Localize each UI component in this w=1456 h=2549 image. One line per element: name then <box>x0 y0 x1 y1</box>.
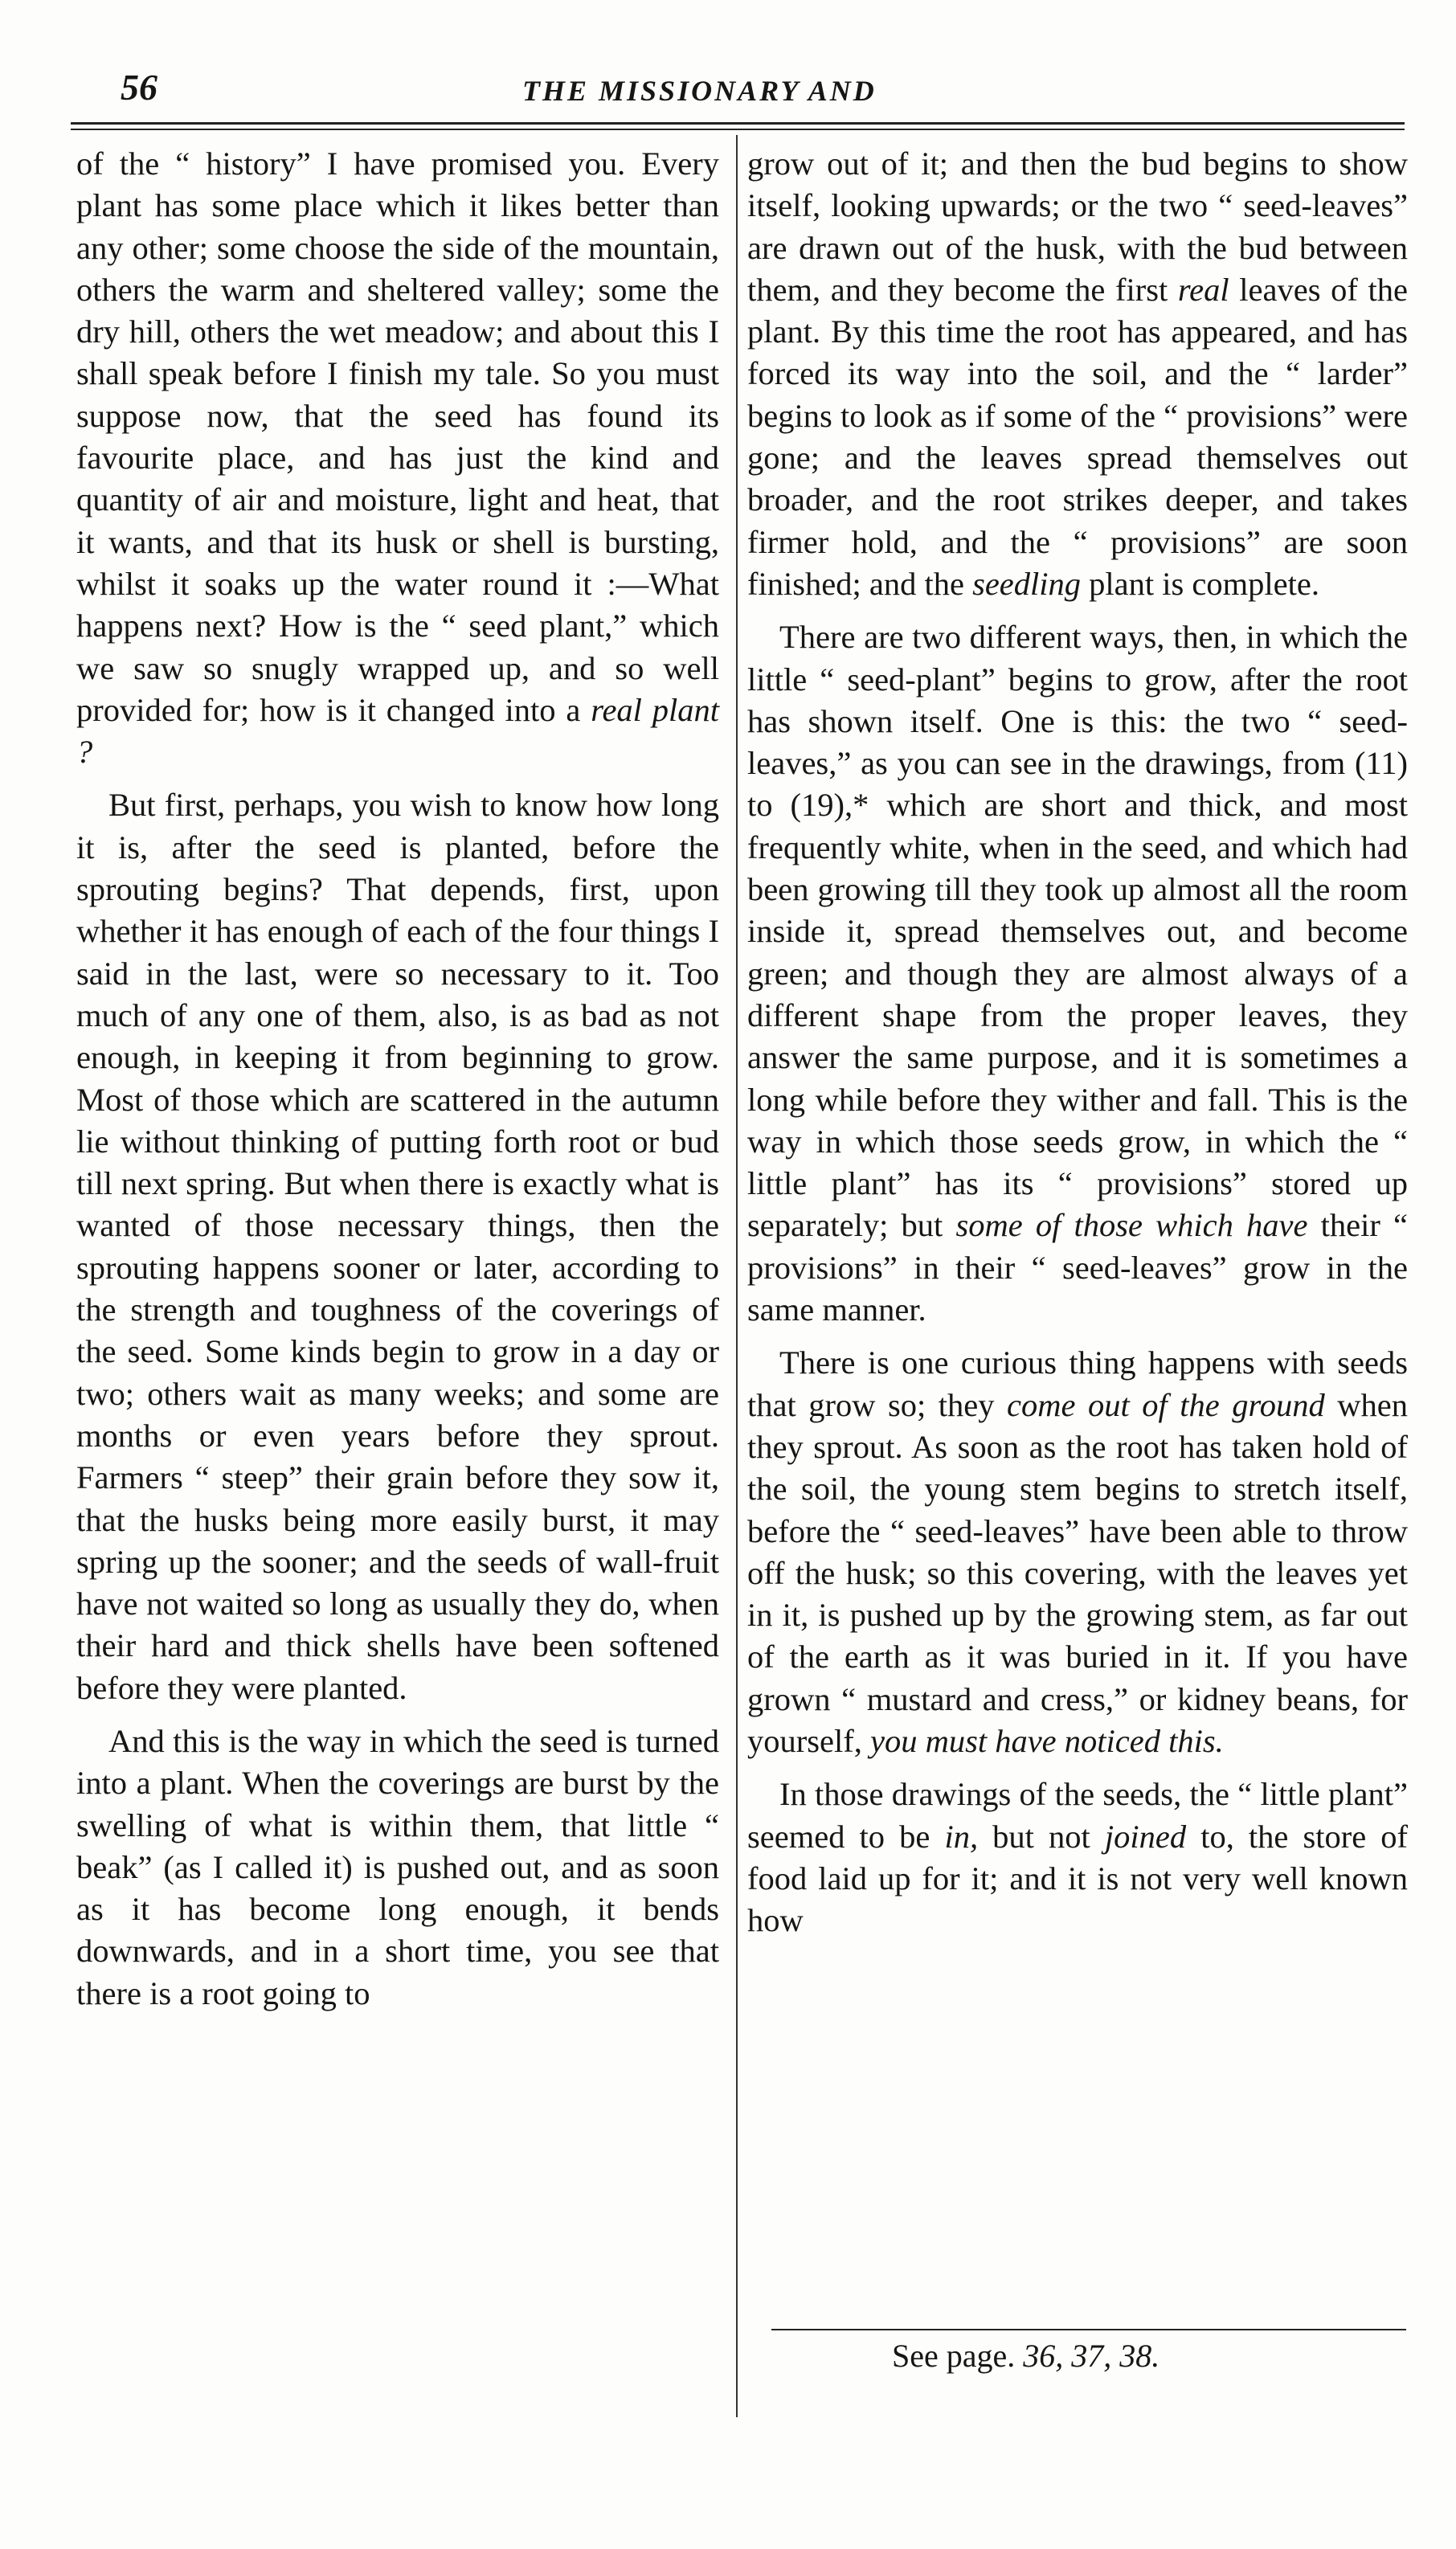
left-column <box>76 143 719 2026</box>
emphasis: some of those which have <box>955 1207 1308 1244</box>
emphasis: in, <box>944 1818 979 1855</box>
footnote-prefix: See page. <box>892 2338 1016 2374</box>
paragraph: In those drawings of the seeds, the “ little plant” seemed to be in, but not joined to, the store of food laid up for it; and it is not very well known how <box>747 1776 1409 1939</box>
running-title: THE MISSIONARY AND <box>522 75 877 107</box>
emphasis: real plant ? <box>76 691 719 771</box>
right-column <box>747 143 1408 1953</box>
emphasis: seedling <box>972 565 1082 602</box>
paragraph: And this is the way in which the seed is turned into a plant. When the coverings are burst by the swelling of what is within them, that little “ beak” (as I called it) is pushed out, and as soon as it has become long enough, it bends downwards, and in a short time, you see that there is a root going to <box>76 1722 719 2011</box>
page-header <box>72 66 1406 114</box>
paragraph: of the “ history” I have promised you. Every plant has some place which it likes better than any other; some choose the side of the mountain, others the warm and sheltered valley; some the dry hill, others the wet meadow; and about this I shall speak before I finish my tale. So you must suppose now, that the seed has found its favourite place, and has just the kind and quantity of air and moisture, light and heat, that it wants, and that its husk or shell is bursting, whilst it soaks up the water round it :—What happens next? How is the “ seed plant,” which we saw so snugly wrapped up, and so well provided for; how is it changed into a real plant ? <box>76 145 719 771</box>
footnote-rule <box>771 2329 1406 2330</box>
footnote <box>892 2337 1159 2375</box>
emphasis: you must have noticed this. <box>869 1722 1224 1759</box>
paragraph: But first, perhaps, you wish to know how long it is, after the seed is planted, before the sprouting begins? That depends, first, upon whether it has enough of each of the four things I said in the last, were so necessary to it. Too much of any one of them, also, is as bad as not enough, in keeping it from beginning to grow. Most of those which are scattered in the autumn lie without thinking of putting forth root or bud till next spring. But when there is exactly what is wanted of those necessary things, then the sprouting happens sooner or later, according to the strength and toughness of the coverings of the seed. Some kinds begin to grow in a day or two; others wait as many weeks; and some are months or even years before they sprout. Farmers “ steep” their grain before they sow it, that the husks being more easily burst, it may spring up the sooner; and the seeds of wall-fruit have not waited so long as usually they do, when their hard and thick shells have been softened before they were planted. <box>76 787 719 1706</box>
footnote-pages: 36, 37, 38. <box>1023 2338 1160 2374</box>
emphasis: real <box>1177 271 1229 308</box>
paragraph: There are two different ways, then, in which the little “ seed-plant” begins to grow, after the root has shown itself. One is this: the two “ seed-leaves,” as you can see in the drawings, from (11) to (19),* which are short and thick, and most frequently white, when in the seed, and which had been growing till they took up almost all the room inside it, spread themselves out, and become green; and though they are almost always of a different shape from the proper leaves, they answer the same purpose, and it is sometimes a long while before they wither and fall. This is the way in which those seeds grow, in which the “ little plant” has its “ provisions” stored up separately; but some of those which have their “ provisions” in their “ seed-leaves” grow in the same manner. <box>747 619 1408 1328</box>
paragraph: grow out of it; and then the bud begins to show itself, looking upwards; or the two “ seed-leaves” are drawn out of the husk, with the bud between them, and they become the first real leaves of the plant. By this time the root has appeared, and has forced its way into the soil, and the “ larder” begins to look as if some of the “ provisions” were gone; and the leaves spread themselves out broader, and the root strikes deeper, and takes firmer hold, and the “ provisions” are soon finished; and the seedling plant is complete. <box>747 145 1409 602</box>
header-rule <box>71 122 1405 130</box>
column-divider <box>736 135 738 2417</box>
emphasis: joined <box>1104 1818 1187 1855</box>
page-number: 56 <box>121 67 157 108</box>
emphasis: come out of the ground <box>1007 1386 1325 1423</box>
paragraph: There is one curious thing happens with seeds that grow so; they come out of the ground when they sprout. As soon as the root has taken hold of the soil, the young stem begins to stretch itself, before the “ seed-leaves” have been able to throw off the husk; so this covering, with the leaves yet in it, is pushed up by the growing stem, as far out of the earth as it was buried in it. If you have grown “ mustard and cress,” or kidney beans, for yourself, you must have noticed this. <box>747 1344 1408 1759</box>
